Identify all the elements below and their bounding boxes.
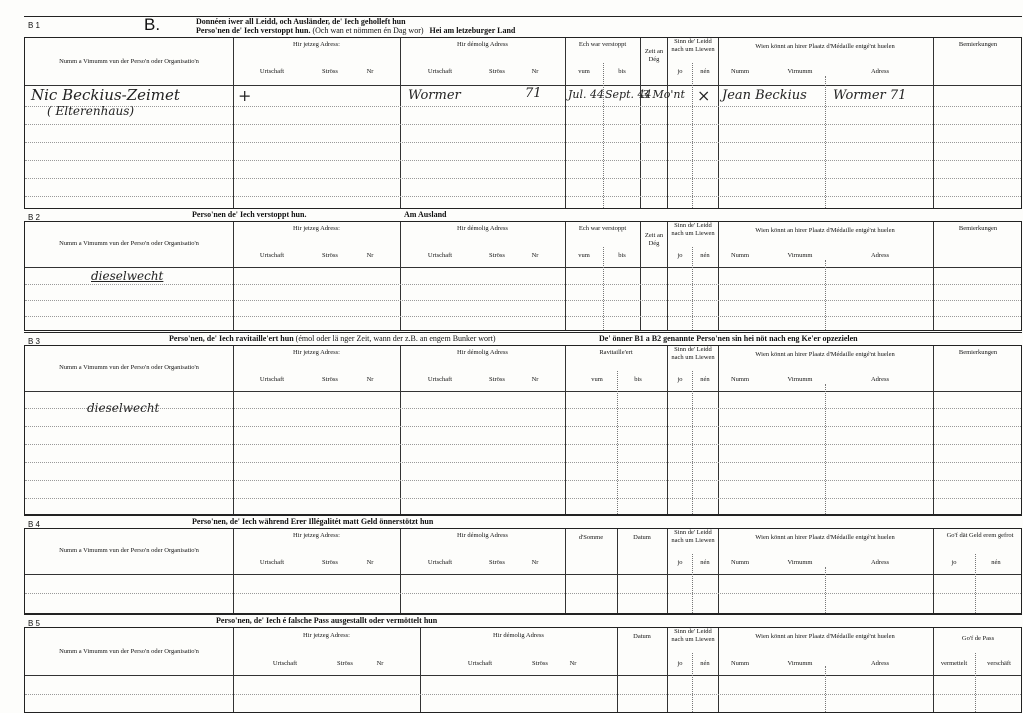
sub-nr: Nr	[366, 559, 374, 566]
section-id: B 4	[28, 520, 41, 529]
sub-vum: vum	[578, 252, 590, 259]
sub-stross: Ströss	[337, 660, 353, 667]
section-title	[169, 334, 496, 343]
sub-nr: Nr	[531, 68, 539, 75]
col-bemierkungen: Bemierkungen	[958, 225, 998, 232]
sub-urtschaft: Urtschaft	[259, 252, 285, 259]
sub-virnumm: Virnumm	[787, 68, 813, 75]
col-medaille: Wien könnt an hirer Plaatz d'Médaille entgé'nt huelen	[755, 227, 895, 234]
col-somme: d'Somme	[578, 534, 604, 541]
sub-stross: Ströss	[489, 252, 505, 259]
sub-nr: Nr	[531, 559, 539, 566]
sub-nen: nén	[700, 252, 710, 259]
col-addr-then: Hir démolig Adress	[493, 632, 544, 639]
col-addr-now: Hir jetzeg Adress:	[293, 225, 340, 232]
col-name-header: Numm a Vimumm vun der Perso'n oder Organisatio'n	[59, 240, 199, 247]
sub-urtschaft: Urtschaft	[427, 559, 453, 566]
col-leidd: Sinn de' Leidd nach um Liewen	[671, 222, 715, 237]
sub-nr: Nr	[376, 660, 384, 667]
sub-jo: jo	[677, 68, 683, 75]
grid-b2	[24, 221, 1022, 331]
col-name-header: Numm a Vimumm vun der Perso'n oder Organisatio'n	[59, 547, 199, 554]
sub-numm: Numm	[730, 252, 750, 259]
col-datum: Datum	[633, 534, 651, 541]
col-verstoppt: Ech war verstoppt	[578, 225, 627, 232]
sub-virnumm: Virnumm	[787, 252, 813, 259]
col-name-header: Numm a Vimumm vun der Perso'n oder Organisatio'n	[59, 648, 199, 655]
header-line2c: Hei am letzeburger Land	[429, 26, 516, 35]
hand-now: +	[238, 86, 252, 105]
sub-nr: Nr	[366, 376, 374, 383]
sub-bis: bis	[618, 252, 626, 259]
sub-nr: Nr	[531, 252, 539, 259]
section-b5	[24, 614, 1022, 713]
header-line1: Donnéen iwer all Leidd, och Ausländer, de' Iech geholleft hun	[196, 17, 406, 26]
col-leidd: Sinn de' Leidd nach um Liewen	[671, 38, 715, 53]
sub-urtschaft: Urtschaft	[259, 376, 285, 383]
col-addr-then: Hir démolig Adress	[457, 349, 508, 356]
hand-name2: ( Elterenhaus)	[47, 104, 135, 118]
col-medaille: Wien könnt an hirer Plaatz d'Médaille entgé'nt huelen	[755, 633, 895, 640]
sub-urtschaft: Urtschaft	[467, 660, 493, 667]
sub-urtschaft: Urtschaft	[427, 252, 453, 259]
sub-nr: Nr	[366, 68, 374, 75]
sub-verschaft: verschäft	[987, 660, 1011, 667]
col-bemierkungen: Bemierkungen	[958, 349, 998, 356]
sub-virnumm: Virnumm	[787, 376, 813, 383]
sub-numm: Numm	[730, 559, 750, 566]
sub-nen: nén	[700, 376, 710, 383]
form-letter: B.	[144, 15, 161, 34]
col-addr-now: Hir jetzeg Adress:	[293, 41, 340, 48]
hand-vum: Jul. 44	[568, 88, 605, 101]
sub-jo: jo	[677, 252, 683, 259]
sub-vermettelt: vermettelt	[940, 660, 968, 667]
hand-same: dieselwecht	[91, 269, 164, 283]
col-pass: Go'f de Pass	[961, 635, 995, 642]
sub-nen: nén	[991, 559, 1001, 566]
sub-stross: Ströss	[322, 252, 338, 259]
sub-adress: Adress	[870, 660, 890, 667]
col-addr-now: Hir jetzeg Adress:	[293, 349, 340, 356]
col-verstoppt: Ech war verstoppt	[578, 41, 627, 48]
grid-b1	[24, 37, 1022, 209]
sub-adress: Adress	[870, 559, 890, 566]
col-addr-now: Hir jetzeg Adress:	[293, 532, 340, 539]
sub-virnumm: Virnumm	[787, 660, 813, 667]
header-line2a: Perso'nen de' Iech verstoppt hun.	[196, 26, 311, 35]
grid-b5	[24, 627, 1022, 713]
sub-numm: Numm	[730, 68, 750, 75]
hand-then-nr: 71	[525, 86, 542, 101]
hand-then-place: Wormer	[408, 88, 461, 103]
sub-vum: vum	[591, 376, 603, 383]
section-id: B 2	[28, 213, 41, 222]
col-geld: Go'f dät Geld erem gefrot	[946, 532, 1014, 539]
col-name-header: Numm a Vimumm vun der Perso'n oder Organisatio'n	[59, 58, 199, 65]
sub-bis: bis	[634, 376, 642, 383]
col-bemierkungen: Bemierkungen	[958, 41, 998, 48]
sub-adress: Adress	[870, 68, 890, 75]
col-zeit: Zeit an Dég	[644, 232, 664, 247]
sub-nr: Nr	[569, 660, 577, 667]
sub-urtschaft: Urtschaft	[427, 68, 453, 75]
sub-numm: Numm	[730, 376, 750, 383]
sub-stross: Ströss	[322, 559, 338, 566]
hand-m-name: Jean Beckius	[722, 88, 807, 103]
section-title: Perso'nen de' Iech verstoppt hun.	[192, 210, 307, 219]
sub-nr: Nr	[366, 252, 374, 259]
col-name-header: Numm a Vimumm vun der Perso'n oder Organisatio'n	[59, 364, 199, 371]
section-b2	[24, 208, 1022, 331]
section-b4	[24, 515, 1022, 614]
sub-numm: Numm	[730, 660, 750, 667]
section-title2: Am Ausland	[404, 210, 447, 219]
sub-jo: jo	[677, 559, 683, 566]
section-title: Perso'nen, de' Iech é falsche Pass ausgestallt oder vermöttelt hun	[216, 616, 438, 625]
sub-stross: Ströss	[322, 376, 338, 383]
grid-b3	[24, 345, 1022, 515]
sub-stross: Ströss	[489, 376, 505, 383]
col-leidd: Sinn de' Leidd nach um Liewen	[671, 529, 715, 544]
section-id: B 1	[28, 21, 41, 30]
sub-stross: Ströss	[489, 68, 505, 75]
col-leidd: Sinn de' Leidd nach um Liewen	[671, 346, 715, 361]
sub-stross: Ströss	[532, 660, 548, 667]
hand-zeit: 3 Mo'nt	[642, 88, 685, 101]
sub-urtschaft: Urtschaft	[259, 559, 285, 566]
sub-vum: vum	[578, 68, 590, 75]
col-leidd: Sinn de' Leidd nach um Liewen	[671, 628, 715, 643]
col-addr-then: Hir démolig Adress	[457, 532, 508, 539]
section-title-note: (émol oder lä nger Zeit, wann der z.B. an engem Bunker wort)	[295, 334, 496, 343]
sub-virnumm: Virnumm	[787, 559, 813, 566]
section-id: B 5	[28, 619, 41, 628]
col-medaille: Wien könnt an hirer Plaatz d'Médaille entgé'nt huelen	[755, 43, 895, 50]
sub-urtschaft: Urtschaft	[259, 68, 285, 75]
sub-stross: Ströss	[322, 68, 338, 75]
col-ravitailleert: Ravitaille'ert	[599, 349, 633, 356]
col-medaille: Wien könnt an hirer Plaatz d'Médaille entgé'nt huelen	[755, 351, 895, 358]
sub-adress: Adress	[870, 252, 890, 259]
sub-nen: nén	[700, 660, 710, 667]
section-id: B 3	[28, 337, 41, 346]
section-title2: De' önner B1 a B2 genannte Perso'nen sin hei nöt nach eng Ke'er opzezielen	[599, 334, 858, 343]
col-addr-now: Hir jetzeg Adress:	[303, 632, 350, 639]
sub-nr: Nr	[531, 376, 539, 383]
hand-same: dieselwecht	[87, 401, 160, 415]
sub-adress: Adress	[870, 376, 890, 383]
header-line2b: (Och wan et nömmen én Dag wor)	[312, 26, 424, 35]
header-line2	[196, 26, 515, 35]
col-medaille: Wien könnt an hirer Plaatz d'Médaille entgé'nt huelen	[755, 534, 895, 541]
hand-bis: Sept. 44	[605, 88, 652, 101]
section-title-main: Perso'nen, de' Iech ravitaille'ert hun	[169, 334, 294, 343]
sub-bis: bis	[618, 68, 626, 75]
section-b1	[24, 16, 1022, 209]
sub-jo: jo	[677, 376, 683, 383]
hand-nen-mark: ×	[697, 86, 711, 105]
hand-m-addr: Wormer 71	[833, 88, 907, 103]
section-title: Perso'nen, de' Iech während Erer Illégalitét matt Geld önnerstötzt hun	[192, 517, 434, 526]
hand-name: Nic Beckius-Zeimet	[31, 86, 180, 104]
sub-jo: jo	[677, 660, 683, 667]
col-addr-then: Hir démolig Adress	[457, 225, 508, 232]
sub-urtschaft: Urtschaft	[272, 660, 298, 667]
sub-nen: nén	[700, 559, 710, 566]
grid-b4	[24, 528, 1022, 614]
sub-nen: nén	[700, 68, 710, 75]
sub-urtschaft: Urtschaft	[427, 376, 453, 383]
col-datum: Datum	[633, 633, 651, 640]
col-addr-then: Hir démolig Adress	[457, 41, 508, 48]
sub-jo: jo	[951, 559, 957, 566]
section-b3	[24, 332, 1022, 515]
sub-stross: Ströss	[489, 559, 505, 566]
col-zeit: Zeit an Dég	[644, 48, 664, 63]
